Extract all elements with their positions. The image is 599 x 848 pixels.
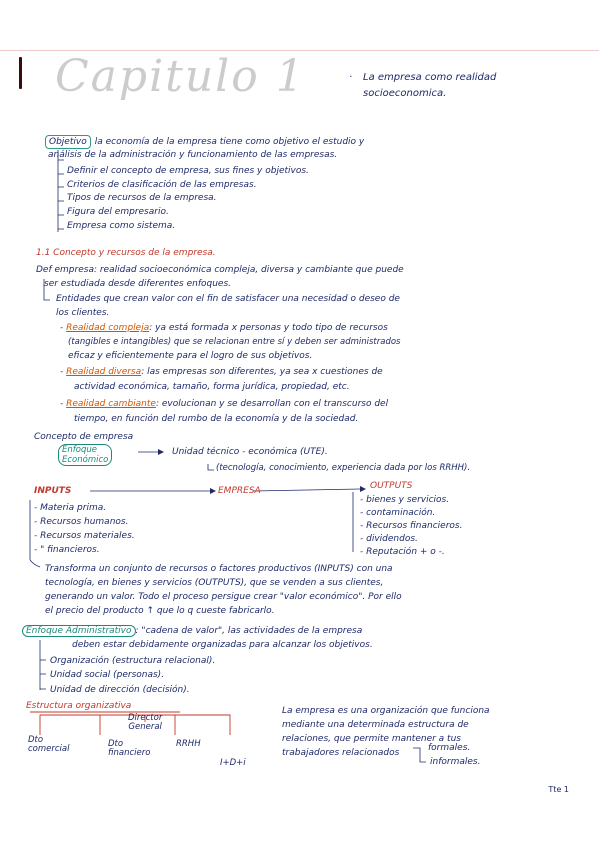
formales-text: formales. bbox=[428, 743, 471, 753]
administrativo-line-2: deben estar debidamente organizadas para alcanzar los objetivos. bbox=[72, 640, 373, 650]
empresa-label: EMPRESA bbox=[218, 486, 261, 496]
outputs-label: OUTPUTS bbox=[370, 481, 413, 491]
admin-item-2: Unidad social (personas). bbox=[50, 670, 165, 680]
compleja-line-2: (tangibles e intangibles) que se relacionan entre sí y deben ser administrados bbox=[68, 337, 401, 347]
estructura-heading: Estructura organizativa bbox=[26, 701, 132, 711]
objetivo-tag: Objetivo bbox=[45, 135, 91, 149]
entidades-line-2: los clientes. bbox=[56, 308, 110, 318]
def-line-2: ser estudiada desde diferentes enfoques. bbox=[44, 279, 232, 289]
diversa-text-1: : las empresas son diferentes, ya sea x cuestiones de bbox=[141, 367, 383, 377]
compleja-label: Realidad compleja bbox=[66, 323, 150, 333]
estructura-text-3: relaciones, que permite mantener a tus bbox=[282, 734, 461, 744]
intro-item-3: Tipos de recursos de la empresa. bbox=[67, 193, 217, 203]
cambiante-text-1: : evolucionan y se desarrollan con el transcurso del bbox=[155, 399, 389, 409]
cambiante-label: Realidad cambiante bbox=[66, 399, 156, 409]
concepto-heading: Concepto de empresa bbox=[34, 432, 134, 442]
diversa-line-2: actividad económica, tamaño, forma jurídica, propiedad, etc. bbox=[74, 382, 350, 392]
org-node-financiero: Dto financiero bbox=[108, 739, 151, 758]
admin-item-3: Unidad de dirección (decisión). bbox=[50, 685, 190, 695]
org-node-rrhh: RRHH bbox=[176, 739, 201, 749]
output-item-3: - Recursos financieros. bbox=[360, 521, 463, 531]
intro-line-2: análisis de la administración y funcionamiento de las empresas. bbox=[48, 150, 338, 160]
input-item-1: - Materia prima. bbox=[34, 503, 107, 513]
org-node-comercial: Dto comercial bbox=[28, 735, 70, 754]
def-line-1: Def empresa: realidad socioeconómica compleja, diversa y cambiante que puede bbox=[36, 265, 404, 275]
compleja-text-1: : ya está formada x personas y todo tipo de recursos bbox=[149, 323, 388, 333]
subtitle-text: La empresa como realidad socioeconomica. bbox=[363, 72, 497, 99]
section-heading: 1.1 Concepto y recursos de la empresa. bbox=[36, 248, 216, 258]
output-item-2: - contaminación. bbox=[360, 508, 436, 518]
intro-item-5: Empresa como sistema. bbox=[67, 221, 176, 231]
transforma-line-3: generando un valor. Todo el proceso persigue crear "valor económico". Por ello bbox=[45, 592, 402, 602]
intro-line-1 bbox=[45, 135, 364, 149]
org-node-idi: I+D+i bbox=[220, 758, 246, 768]
transforma-line-4: el precio del producto ↑ que lo q cueste fabricarlo. bbox=[45, 606, 275, 616]
cambiante-line-2: tiempo, en función del rumbo de la economía y de la sociedad. bbox=[74, 414, 359, 424]
transforma-line-1: Transforma un conjunto de recursos o factores productivos (INPUTS) con una bbox=[45, 564, 393, 574]
unidad-text: Unidad técnico - económica (UTE). bbox=[172, 447, 328, 457]
compleja-line-3: eficaz y eficientemente para el logro de sus objetivos. bbox=[68, 351, 313, 361]
enfoque-label-1: Enfoque bbox=[62, 445, 97, 455]
page-number: Tte 1 bbox=[548, 785, 569, 794]
output-item-1: - bienes y servicios. bbox=[360, 495, 450, 505]
unidad-sub: (tecnología, conocimiento, experiencia dada por los RRHH). bbox=[216, 463, 471, 473]
output-item-4: - dividendos. bbox=[360, 534, 418, 544]
diversa-label: Realidad diversa bbox=[66, 367, 142, 377]
informales-text: informales. bbox=[430, 757, 481, 767]
estructura-text-1: La empresa es una organización que funciona bbox=[282, 706, 490, 716]
inputs-label: INPUTS bbox=[34, 486, 72, 496]
estructura-text-4: trabajadores relacionados bbox=[282, 748, 400, 758]
input-item-4: - " financieros. bbox=[34, 545, 100, 555]
cambiante-line-1: - Realidad cambiante: evolucionan y se desarrollan con el transcurso del bbox=[60, 399, 389, 409]
intro-item-1: Definir el concepto de empresa, sus fines y objetivos. bbox=[67, 166, 309, 176]
org-node-director: Director General bbox=[128, 713, 163, 732]
enfoque-label-2: Económico bbox=[62, 455, 109, 465]
administrativo-line-1 bbox=[22, 625, 362, 637]
diversa-line-1: - Realidad diversa: las empresas son diferentes, ya sea x cuestiones de bbox=[60, 367, 383, 377]
input-item-3: - Recursos materiales. bbox=[34, 531, 135, 541]
admin-item-1: Organización (estructura relacional). bbox=[50, 656, 216, 666]
intro-text-1: la economía de la empresa tiene como objetivo el estudio y bbox=[94, 137, 365, 147]
administrativo-text-1: : "cadena de valor", las actividades de la empresa bbox=[135, 626, 363, 636]
bullet-dot: · bbox=[349, 72, 353, 83]
compleja-line-1: - Realidad compleja: ya está formada x personas y todo tipo de recursos bbox=[60, 323, 388, 333]
administrativo-tag: Enfoque Administrativo bbox=[22, 625, 136, 637]
chapter-title: Capitulo 1 bbox=[55, 51, 306, 102]
transforma-line-2: tecnología, en bienes y servicios (OUTPUTS), que se venden a sus clientes, bbox=[45, 578, 384, 588]
entidades-line-1: Entidades que crean valor con el fin de satisfacer una necesidad o deseo de bbox=[56, 294, 400, 304]
enfoque-economico-box bbox=[58, 444, 112, 466]
estructura-text-2: mediante una determinada estructura de bbox=[282, 720, 469, 730]
intro-item-2: Criterios de clasificación de las empresas. bbox=[67, 180, 257, 190]
output-item-5: - Reputación + o -. bbox=[360, 547, 445, 557]
input-item-2: - Recursos humanos. bbox=[34, 517, 129, 527]
intro-item-4: Figura del empresario. bbox=[67, 207, 169, 217]
